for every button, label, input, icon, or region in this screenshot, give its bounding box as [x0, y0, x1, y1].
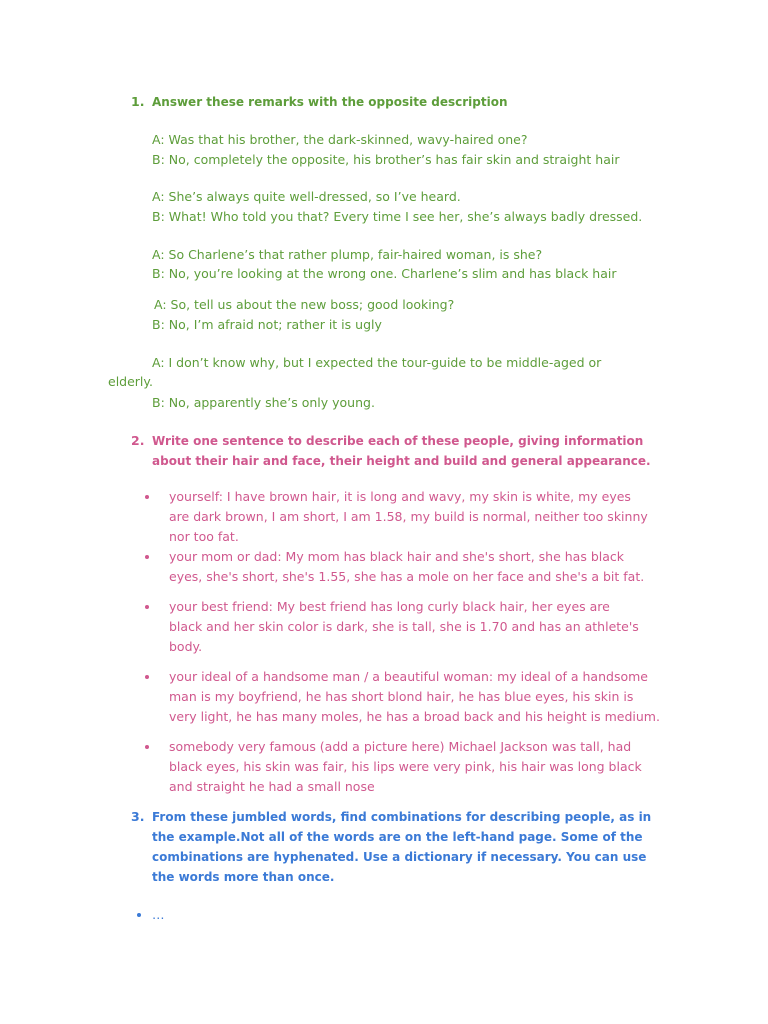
- dialogue-5-a-line2: elderly.: [108, 374, 153, 389]
- section-3-heading-line2: the example.Not all of the words are on the left-hand page. Some of the: [152, 830, 643, 844]
- item-friend-line2: black and her skin color is dark, she is tall, she is 1.70 and has an athlete's: [169, 619, 639, 634]
- item-friend-line1: your best friend: My best friend has long curly black hair, her eyes are: [169, 599, 610, 614]
- section-2-heading-line2: about their hair and face, their height and build and general appearance.: [152, 454, 651, 468]
- section-1-number: 1.: [131, 94, 145, 109]
- bullet-icon: [145, 745, 149, 749]
- item-ideal-line3: very light, he has many moles, he has a broad back and his height is medium.: [169, 709, 660, 724]
- bullet-icon: [145, 495, 149, 499]
- section-2-heading-line1: Write one sentence to describe each of these people, giving information: [152, 434, 644, 448]
- dialogue-1-a: A: Was that his brother, the dark-skinned, wavy-haired one?: [152, 132, 528, 147]
- dialogue-2-b: B: What! Who told you that? Every time I see her, she’s always badly dressed.: [152, 209, 643, 224]
- dialogue-5-a-line1: A: I don’t know why, but I expected the tour-guide to be middle-aged or: [152, 355, 602, 370]
- item-famous-line3: and straight he had a small nose: [169, 779, 375, 794]
- section-3-heading-line1: From these jumbled words, find combinations for describing people, as in: [152, 810, 652, 824]
- section-3-heading-line3: combinations are hyphenated. Use a dictionary if necessary. You can use: [152, 850, 647, 864]
- item-ideal-line2: man is my boyfriend, he has short blond hair, he has blue eyes, his skin is: [169, 689, 634, 704]
- bullet-icon: [145, 555, 149, 559]
- section-1-heading: Answer these remarks with the opposite description: [152, 95, 508, 109]
- dialogue-2-a: A: She’s always quite well-dressed, so I’ve heard.: [152, 189, 461, 204]
- section-3-bullet-text: …: [152, 907, 165, 922]
- item-yourself-line2: are dark brown, I am short, I am 1.58, my build is normal, neither too skinny: [169, 509, 648, 524]
- dialogue-3-a: A: So Charlene’s that rather plump, fair-haired woman, is she?: [152, 247, 543, 262]
- section-2-number: 2.: [131, 433, 145, 448]
- section-3-heading-line4: the words more than once.: [152, 870, 335, 884]
- item-famous-line2: black eyes, his skin was fair, his lips were very pink, his hair was long black: [169, 759, 642, 774]
- bullet-icon: [145, 675, 149, 679]
- dialogue-4-a: A: So, tell us about the new boss; good looking?: [154, 297, 455, 312]
- item-famous-line1: somebody very famous (add a picture here) Michael Jackson was tall, had: [169, 739, 632, 754]
- dialogue-3-b: B: No, you’re looking at the wrong one. Charlene’s slim and has black hair: [152, 266, 617, 281]
- dialogue-5-b: B: No, apparently she’s only young.: [152, 395, 375, 410]
- bullet-icon: [137, 913, 141, 917]
- item-friend-line3: body.: [169, 639, 203, 654]
- item-yourself-line3: nor too fat.: [169, 529, 239, 544]
- section-3-number: 3.: [131, 809, 145, 824]
- item-ideal-line1: your ideal of a handsome man / a beautiful woman: my ideal of a handsome: [169, 669, 648, 684]
- item-mom-line1: your mom or dad: My mom has black hair and she's short, she has black: [169, 549, 624, 564]
- item-mom-line2: eyes, she's short, she's 1.55, she has a mole on her face and she's a bit fat.: [169, 569, 645, 584]
- item-yourself-line1: yourself: I have brown hair, it is long and wavy, my skin is white, my eyes: [169, 489, 631, 504]
- dialogue-4-b: B: No, I’m afraid not; rather it is ugly: [152, 317, 382, 332]
- dialogue-1-b: B: No, completely the opposite, his brother’s has fair skin and straight hair: [152, 152, 620, 167]
- bullet-icon: [145, 605, 149, 609]
